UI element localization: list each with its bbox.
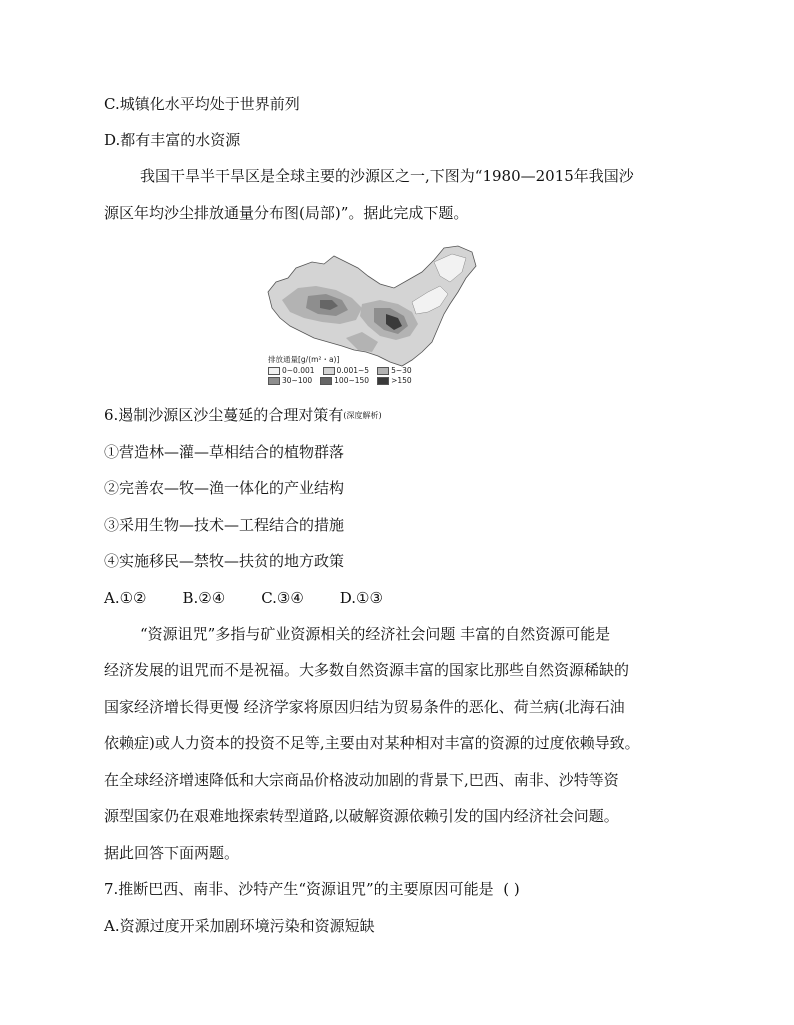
- passage-line-6: 源型国家仍在艰难地探索转型道路,以破解资源依赖引发的国内经济社会问题。: [104, 807, 619, 825]
- q6-item-2: ②完善农—牧—渔一体化的产业结构: [104, 479, 345, 497]
- legend-row-2: [268, 376, 428, 386]
- q6-tag: (深度解析): [343, 411, 382, 420]
- intro-line-2: 源区年均沙尘排放通量分布图(局部)”。据此完成下题。: [104, 204, 469, 222]
- passage-line-4: 依赖症)或人力资本的投资不足等,主要由对某种相对丰富的资源的过度依赖导致。: [104, 734, 640, 752]
- intro-line-1: 我国干旱半干旱区是全球主要的沙源区之一,下图为“1980—2015年我国沙: [140, 167, 634, 185]
- q6-item-4: ④实施移民—禁牧—扶贫的地方政策: [104, 552, 345, 570]
- q6-options: [104, 588, 419, 608]
- q7-stem: [104, 879, 520, 899]
- legend-title: 排放通量[g/(m²・a)]: [268, 355, 340, 364]
- legend-item: 0~0.001: [268, 366, 315, 376]
- passage-line-7: 据此回答下面两题。: [104, 844, 240, 862]
- legend-item: 30~100: [268, 376, 312, 386]
- legend-swatch: [268, 367, 280, 375]
- legend-swatch: [320, 377, 332, 385]
- passage-line-5: 在全球经济增速降低和大宗商品价格波动加剧的背景下,巴西、南非、沙特等资: [104, 771, 619, 789]
- q7-stem-text: 7.推断巴西、南非、沙特产生“资源诅咒”的主要原因可能是: [104, 880, 494, 898]
- legend-row-1: [268, 366, 428, 376]
- passage-line-2: 经济发展的诅咒而不是祝福。大多数自然资源丰富的国家比那些自然资源稀缺的: [104, 661, 630, 679]
- q6-option-b: B.②④: [182, 589, 226, 607]
- map-legend: [268, 355, 428, 386]
- q6-option-d: D.①③: [339, 589, 383, 607]
- option-d: D.都有丰富的水资源: [104, 131, 241, 149]
- passage-line-3: 国家经济增长得更慢 经济学家将原因归结为贸易条件的恶化、荷兰病(北海石油: [104, 698, 625, 716]
- legend-swatch: [377, 367, 389, 375]
- legend-item: 100~150: [320, 376, 369, 386]
- q6-stem: [104, 405, 382, 426]
- q6-stem-text: 6.遏制沙源区沙尘蔓延的合理对策有: [104, 406, 344, 424]
- legend-item: 5~30: [377, 366, 412, 376]
- legend-item: 0.001~5: [323, 366, 370, 376]
- q7-option-a: A.资源过度开采加剧环境污染和资源短缺: [104, 917, 375, 935]
- q6-item-3: ③采用生物—技术—工程结合的措施: [104, 516, 345, 534]
- passage-line-1: “资源诅咒”多指与矿业资源相关的经济社会问题 丰富的自然资源可能是: [140, 625, 611, 643]
- legend-swatch: [323, 367, 335, 375]
- q7-answer-blank: ( ): [503, 880, 520, 898]
- legend-swatch: [377, 377, 389, 385]
- q6-option-a: A.①②: [104, 589, 147, 607]
- q6-item-1: ①营造林—灌—草相结合的植物群落: [104, 443, 345, 461]
- legend-swatch: [268, 377, 280, 385]
- q6-option-c: C.③④: [261, 589, 304, 607]
- legend-item: >150: [377, 376, 412, 386]
- option-c: C.城镇化水平均处于世界前列: [104, 95, 300, 113]
